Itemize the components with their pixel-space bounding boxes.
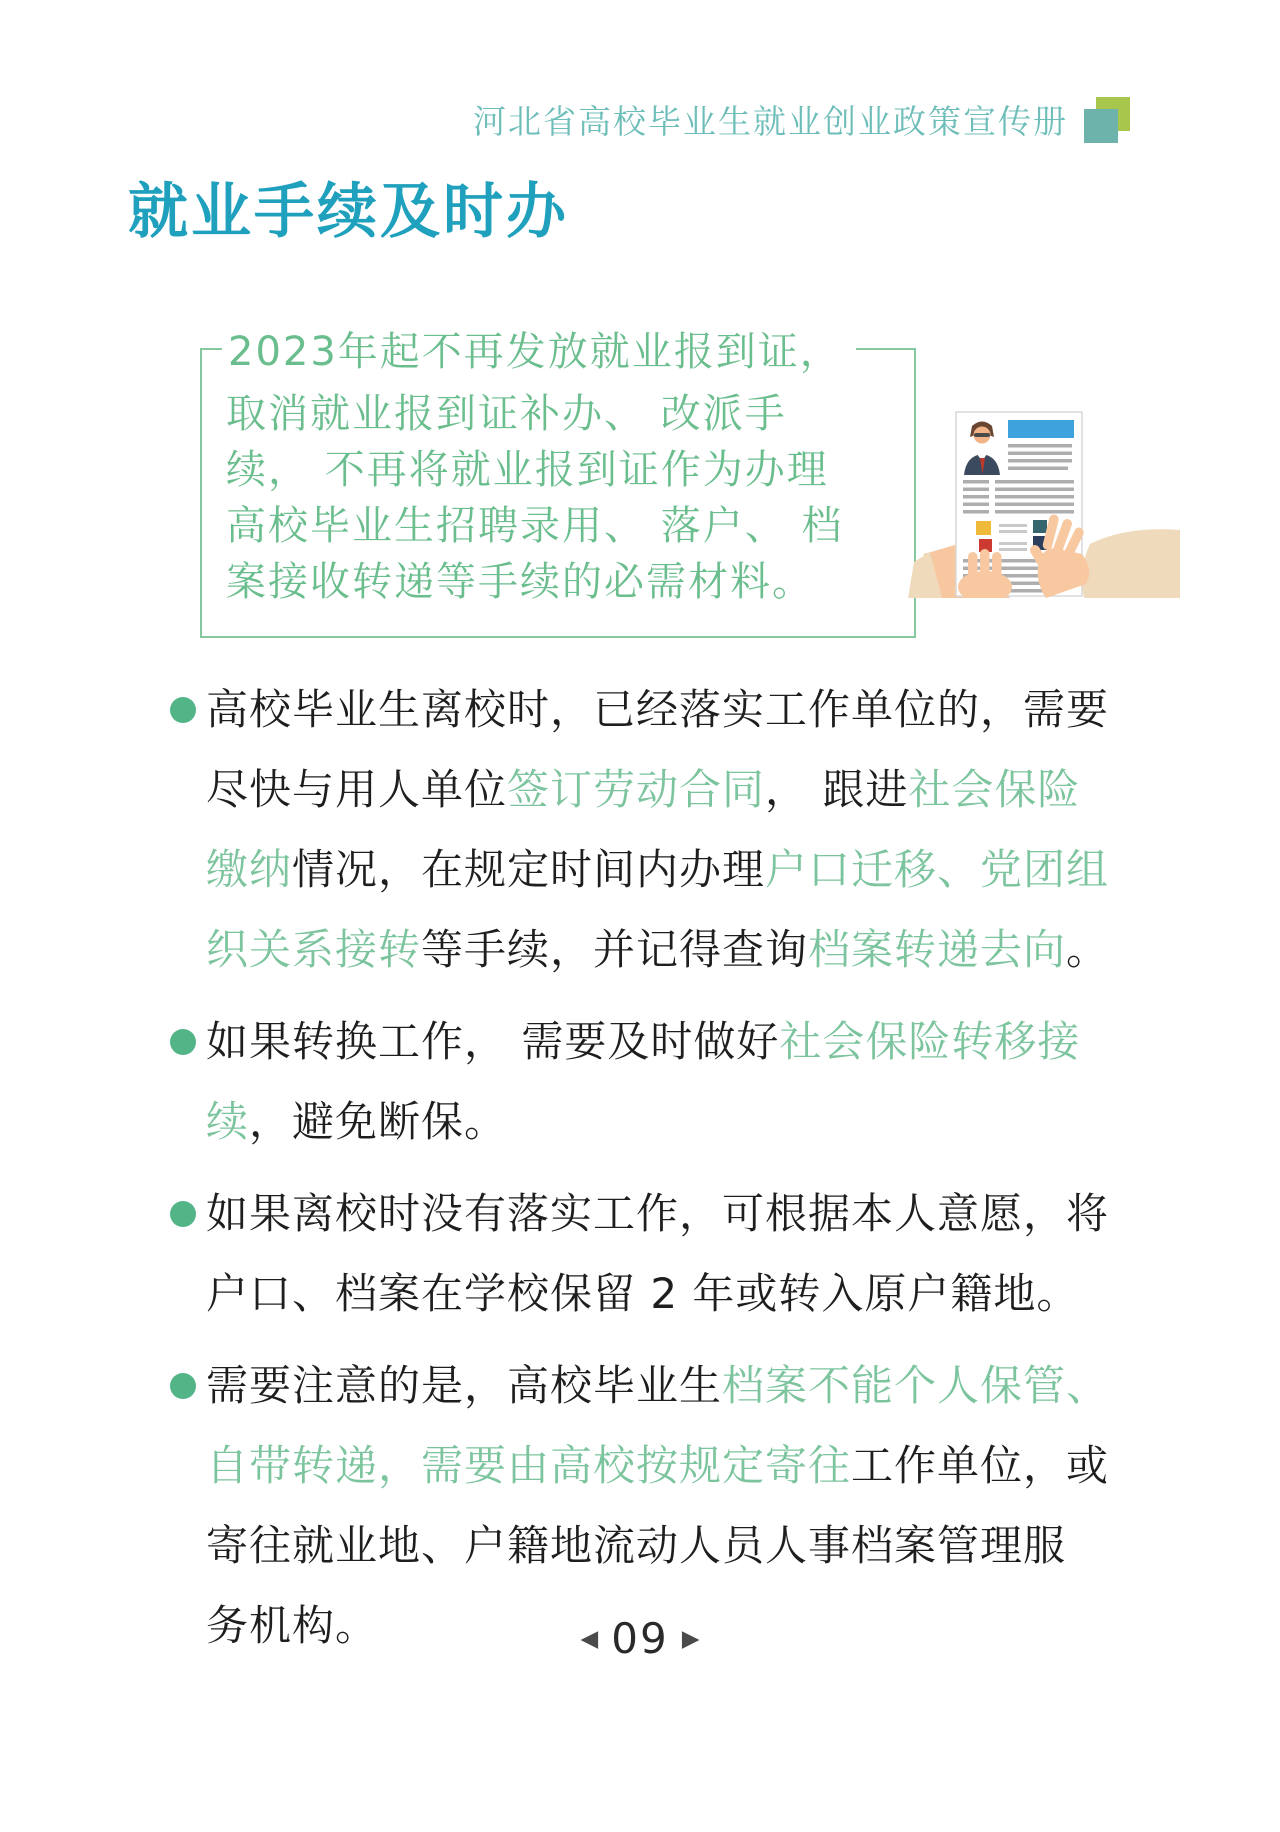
text-segment: 务机构。: [206, 1601, 379, 1650]
bullet-item: [150, 670, 1150, 990]
bullet-line: [206, 830, 1109, 910]
text-segment: 档案不能个人保管、: [722, 1361, 1110, 1410]
text-segment: 如果离校时没有落实工作，可根据本人意愿，将: [206, 1189, 1110, 1238]
teal-square: [1033, 520, 1047, 533]
text-segment: 等手续，并记得查询: [421, 925, 809, 974]
text-segment: 续: [206, 1097, 250, 1146]
bullet-line: [206, 1506, 1109, 1586]
text-segment: 档案转递去向: [808, 925, 1067, 974]
resume-header-bar: [1008, 420, 1074, 438]
callout-line: 取消就业报到证补办、 改派手: [226, 391, 787, 437]
text-segment: 需要注意的是，高校毕业生: [206, 1361, 723, 1410]
bullet-line: [206, 1426, 1109, 1506]
page-number: 09: [611, 1614, 669, 1663]
bullet-line: [206, 750, 1109, 830]
bullet-line: [206, 1346, 1109, 1426]
bullet-dot-icon: [170, 1373, 196, 1399]
overlapping-squares-icon: [1084, 97, 1130, 143]
text-segment: 户口迁移、党团组: [765, 845, 1110, 894]
callout-first-line: 2023年起不再发放就业报到证，: [222, 330, 856, 374]
bullet-dot-icon: [170, 697, 196, 723]
bullet-lines: [206, 670, 1109, 990]
text-segment: 工作单位，或: [851, 1441, 1110, 1490]
booklet-title: 河北省高校毕业生就业创业政策宣传册: [473, 102, 1068, 141]
bullet-lines: [206, 1002, 1080, 1162]
callout-box: [200, 329, 916, 638]
page-footer: [0, 1614, 1280, 1663]
hands-holding-resume-illustration: [878, 402, 1180, 598]
bullet-item: [150, 1002, 1150, 1162]
text-segment: 社会保险转移接: [779, 1017, 1081, 1066]
text-segment: 织关系接转: [206, 925, 422, 974]
bullet-list: [150, 670, 1150, 1666]
callout-line: 案接收转递等手续的必需材料。: [226, 559, 814, 605]
square-front-icon: [1084, 109, 1118, 143]
text-segment: ，避免断保。: [249, 1097, 508, 1146]
text-segment: 户口、档案在学校保留 2 年或转入原户籍地。: [206, 1269, 1080, 1318]
bullet-line: [206, 670, 1109, 750]
text-segment: ， 跟进: [765, 765, 909, 814]
bullet-line: [206, 910, 1109, 990]
prev-triangle-icon: ◀: [580, 1626, 599, 1652]
text-segment: 如果转换工作， 需要及时做好: [206, 1017, 780, 1066]
text-segment: 寄往就业地、户籍地流动人员人事档案管理服: [206, 1521, 1067, 1570]
bullet-line: [206, 1174, 1109, 1254]
bullet-lines: [206, 1174, 1109, 1334]
text-segment: 高校毕业生离校时，已经落实工作单位的，需要: [206, 685, 1110, 734]
booklet-header: [473, 96, 1130, 143]
bullet-line: [206, 1002, 1080, 1082]
page-title: 就业手续及时办: [128, 177, 569, 247]
right-sleeve: [1082, 529, 1180, 598]
text-segment: 缴纳: [206, 845, 293, 894]
text-segment: 情况，在规定时间内办理: [292, 845, 766, 894]
text-segment: 。: [1066, 925, 1110, 974]
text-segment: 自带转递，需要由高校按规定寄往: [206, 1441, 852, 1490]
next-triangle-icon: ▶: [681, 1626, 700, 1652]
resume-illustration-svg: [878, 402, 1180, 598]
bullet-line: [206, 1254, 1109, 1334]
text-segment: 尽快与用人单位: [206, 765, 508, 814]
callout-line: 高校毕业生招聘录用、 落户、 档: [226, 503, 844, 549]
callout-rest-lines: [202, 350, 914, 610]
text-segment: 签订劳动合同: [507, 765, 766, 814]
bullet-dot-icon: [170, 1201, 196, 1227]
bullet-item: [150, 1174, 1150, 1334]
callout-line: 续， 不再将就业报到证作为办理: [226, 447, 829, 493]
bullet-dot-icon: [170, 1029, 196, 1055]
text-segment: 社会保险: [908, 765, 1081, 814]
bullet-line: [206, 1082, 1080, 1162]
yellow-square: [976, 521, 991, 535]
